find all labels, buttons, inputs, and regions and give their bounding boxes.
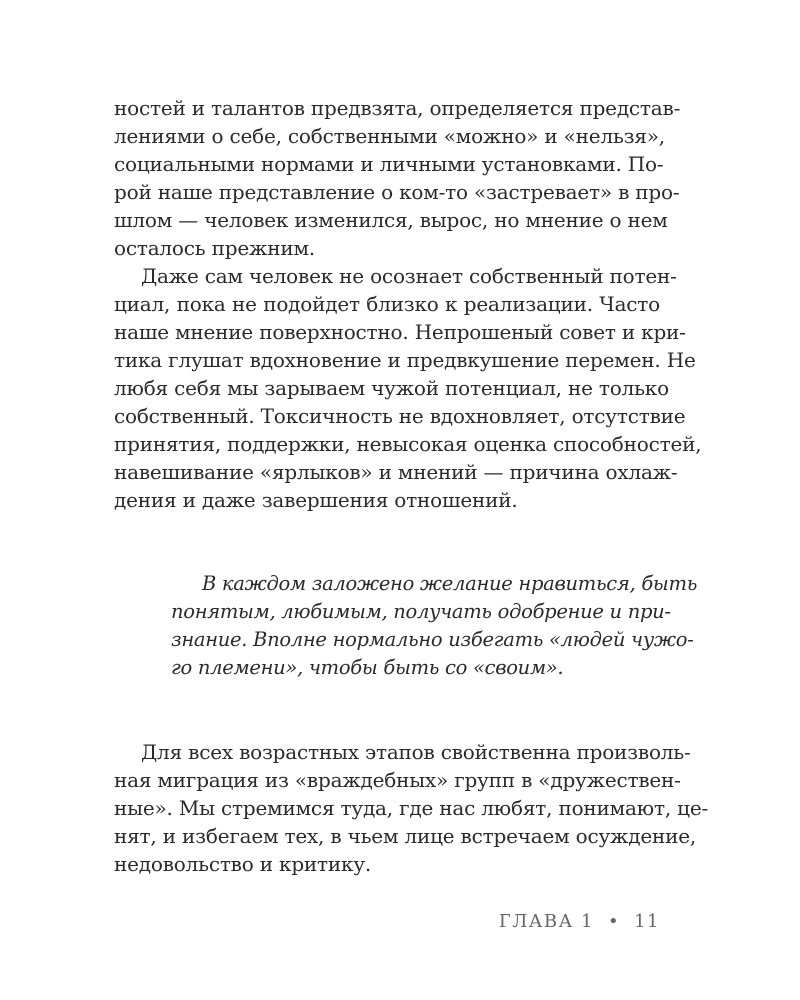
quote-line-4: го племени», чтобы быть со «своим».: [171, 656, 564, 679]
chapter-label: ГЛАВА 1: [498, 911, 594, 932]
paragraph-1-line-3: социальными нормами и личными установками. По-: [114, 152, 664, 176]
paragraph-1-line-5: шлом — человек изменился, вырос, но мнение о нем: [114, 208, 668, 232]
separator-bullet: •: [607, 911, 621, 932]
page-footer: [499, 911, 660, 932]
paragraph-1-line-6: осталось прежним.: [114, 236, 315, 260]
quote-line-3: знание. Вполне нормально избегать «людей чужо-: [171, 628, 694, 651]
paragraph-2-line-8: навешивание «ярлыков» и мнений — причина охлаж-: [114, 460, 678, 484]
paragraph-2-line-5: любя себя мы зарываем чужой потенциал, не только: [114, 376, 669, 400]
paragraph-3-line-5: недовольство и критику.: [114, 852, 372, 876]
paragraph-2-line-9: дения и даже завершения отношений.: [114, 488, 518, 512]
paragraph-3-line-4: нят, и избегаем тех, в чьем лице встречаем осуждение,: [114, 824, 697, 848]
quote-line-1: В каждом заложено желание нравиться, быть: [202, 572, 698, 595]
page-number: 11: [634, 911, 660, 932]
paragraph-2-line-1: Даже сам человек не осознает собственный потен-: [141, 264, 677, 288]
paragraph-3-line-3: ные». Мы стремимся туда, где нас любят, понимают, це-: [114, 796, 709, 820]
paragraph-2-line-3: наше мнение поверхностно. Непрошеный совет и кри-: [114, 320, 686, 344]
paragraph-2-line-2: циал, пока не подойдет близко к реализации. Часто: [114, 292, 660, 316]
paragraph-1-line-1: ностей и талантов предвзята, определяется представ-: [114, 96, 681, 120]
paragraph-2-line-6: собственный. Токсичность не вдохновляет, отсутствие: [114, 404, 686, 428]
paragraph-1-line-4: рой наше представление о ком-то «застревает» в про-: [114, 180, 680, 204]
paragraph-2-line-7: принятия, поддержки, невысокая оценка способностей,: [114, 432, 702, 456]
paragraph-3-line-1: Для всех возрастных этапов свойственна произволь-: [141, 740, 691, 764]
quote-line-2: понятым, любимым, получать одобрение и при-: [171, 600, 671, 623]
paragraph-2-line-4: тика глушат вдохновение и предвкушение перемен. Не: [114, 348, 696, 372]
paragraph-1-line-2: лениями о себе, собственными «можно» и «нельзя»,: [114, 124, 665, 148]
paragraph-3-line-2: ная миграция из «враждебных» групп в «дружествен-: [114, 768, 681, 792]
